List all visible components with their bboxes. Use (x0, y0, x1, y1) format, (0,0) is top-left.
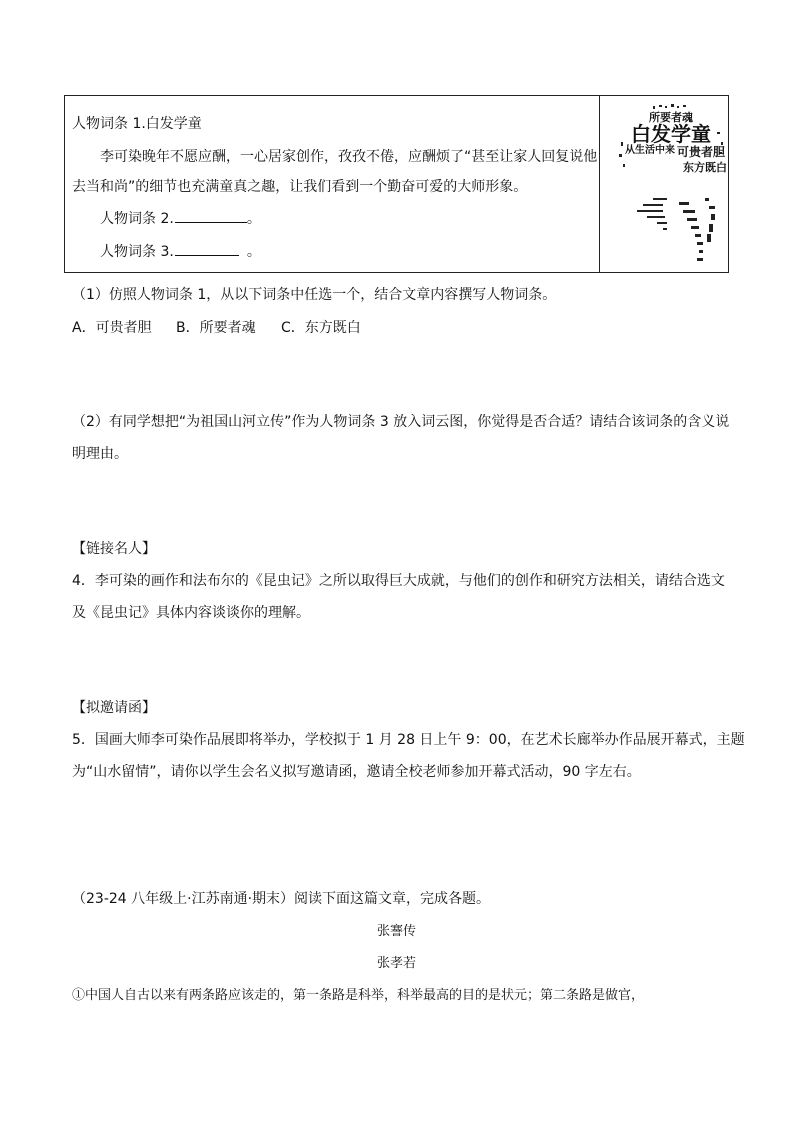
source-note: （23-24 八年级上·江苏南通·期末）阅读下面这篇文章，完成各题。 (72, 891, 491, 907)
q5-line2: 为“山水留情”，请你以学生会名义拟写邀请函，邀请全校老师参加开幕式活动，90 字左右。 (72, 764, 641, 780)
cloud-word-4: 东方既白 (683, 161, 727, 174)
q1-option-c: C．东方既白 (281, 320, 361, 336)
article-paragraph-1: ①中国人自古以来有两条路应该走的，第一条路是科举，科举最高的目的是状元；第二条路是做官， (72, 988, 645, 1003)
q1-option-a: A．可贵者胆 (72, 320, 152, 336)
table-divider (599, 96, 600, 272)
entry1-text-line2: 去当和尚”的细节也充满童真之趣，让我们看到一个勤奋可爱的大师形象。 (72, 179, 528, 195)
cloud-word-big: 白发学童 (631, 122, 711, 146)
entry3-blank (175, 241, 239, 256)
article-title: 张謇传 (377, 924, 417, 939)
article-author: 张孝若 (377, 956, 417, 971)
entry3-label: 人物词条 3. (100, 244, 174, 260)
q2-line2: 明理由。 (72, 446, 128, 462)
q1-option-b: B．所要者魂 (176, 320, 256, 336)
entry2-period: 。 (246, 211, 261, 227)
q4-line1: 4．李可染的画作和法布尔的《昆虫记》之所以取得巨大成就，与他们的创作和研究方法相关，请结合选文 (72, 573, 725, 589)
entry3-period: 。 (246, 244, 261, 260)
entry2-label: 人物词条 2. (100, 211, 174, 227)
cloud-word-3: 从生活中来 (625, 145, 675, 156)
q4-line2: 及《昆虫记》具体内容谈谈你的理解。 (72, 605, 310, 621)
word-cloud-image (613, 102, 733, 268)
cloud-word-2: 可贵者胆 (677, 145, 726, 159)
entry3-line (100, 241, 261, 261)
section-invite-heading: 【拟邀请函】 (72, 700, 156, 716)
q1-prompt: （1）仿照人物词条 1，从以下词条中任选一个，结合文章内容撰写人物词条。 (72, 287, 557, 303)
section-link-heading: 【链接名人】 (72, 541, 156, 557)
q2-line1: （2）有同学想把“为祖国山河立传”作为人物词条 3 放入词云图，你觉得是否合适？请结合该词条的含义说 (72, 414, 730, 430)
entry2-blank (175, 208, 247, 223)
word-entry-table (64, 95, 729, 273)
q5-line1: 5．国画大师李可染作品展即将举办，学校拟于 1 月 28 日上午 9：00，在艺术长廊举办作品展开幕式，主题 (72, 732, 745, 748)
entry1-heading: 人物词条 1.白发学童 (72, 116, 202, 132)
entry2-line (100, 208, 261, 228)
cloud-word-1: 所要者魂 (649, 111, 693, 124)
entry1-text-line1: 李可染晚年不愿应酬，一心居家创作，孜孜不倦，应酬烦了“甚至让家人回复说他 (100, 149, 598, 165)
